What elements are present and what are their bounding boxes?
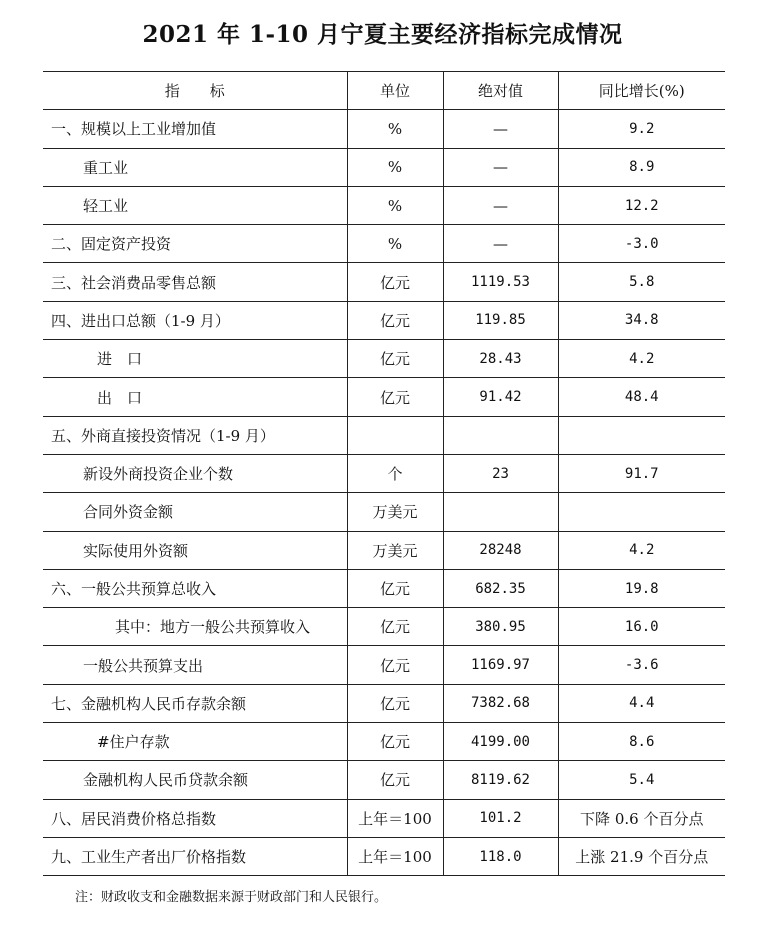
indicator-name-cell: #住户存款 — [43, 723, 347, 761]
yoy-growth-cell: 9.2 — [558, 110, 725, 148]
indicator-name-cell: 五、外商直接投资情况（1-9 月） — [43, 416, 347, 454]
footnote: 注：财政收支和金融数据来源于财政部门和人民银行。 — [75, 890, 388, 905]
yoy-growth-cell: -3.0 — [558, 225, 725, 263]
absolute-value-cell: 118.0 — [443, 837, 558, 875]
yoy-growth-cell: 上涨 21.9 个百分点 — [558, 837, 725, 875]
table-row — [43, 225, 725, 263]
unit-cell: 亿元 — [347, 723, 443, 761]
unit-cell: % — [347, 225, 443, 263]
unit-cell: 上年＝100 — [347, 799, 443, 837]
unit-cell: 亿元 — [347, 340, 443, 378]
yoy-growth-cell: 8.9 — [558, 148, 725, 186]
indicator-name-cell: 一般公共预算支出 — [43, 646, 347, 684]
absolute-value-cell: — — [443, 225, 558, 263]
indicator-name-cell: 重工业 — [43, 148, 347, 186]
absolute-value-cell: 1119.53 — [443, 263, 558, 301]
table-row — [43, 723, 725, 761]
unit-cell: % — [347, 186, 443, 224]
table-row — [43, 301, 725, 339]
table-row — [43, 493, 725, 531]
unit-cell: 亿元 — [347, 569, 443, 607]
yoy-growth-cell: -3.6 — [558, 646, 725, 684]
yoy-growth-cell: 4.2 — [558, 340, 725, 378]
yoy-growth-cell: 5.8 — [558, 263, 725, 301]
table-row — [43, 378, 725, 416]
indicator-name-cell: 九、工业生产者出厂价格指数 — [43, 837, 347, 875]
absolute-value-cell: 8119.62 — [443, 761, 558, 799]
indicator-name-cell: 轻工业 — [43, 186, 347, 224]
table-row — [43, 569, 725, 607]
unit-cell: 个 — [347, 454, 443, 492]
table-row — [43, 186, 725, 224]
unit-cell: 亿元 — [347, 263, 443, 301]
unit-cell: 亿元 — [347, 761, 443, 799]
yoy-growth-cell: 4.4 — [558, 684, 725, 722]
unit-cell — [347, 416, 443, 454]
unit-cell: % — [347, 148, 443, 186]
yoy-growth-cell: 4.2 — [558, 531, 725, 569]
table-row — [43, 646, 725, 684]
indicator-table — [43, 71, 725, 876]
indicator-name-cell: 其中：地方一般公共预算收入 — [43, 608, 347, 646]
header-indicator: 指 标 — [43, 72, 347, 110]
table-row — [43, 340, 725, 378]
table-row — [43, 454, 725, 492]
unit-cell: % — [347, 110, 443, 148]
absolute-value-cell: 28.43 — [443, 340, 558, 378]
table-row — [43, 110, 725, 148]
yoy-growth-cell — [558, 493, 725, 531]
indicator-name-cell: 六、一般公共预算总收入 — [43, 569, 347, 607]
absolute-value-cell: 119.85 — [443, 301, 558, 339]
indicator-name-cell: 金融机构人民币贷款余额 — [43, 761, 347, 799]
table-body — [43, 110, 725, 876]
table-row — [43, 416, 725, 454]
indicator-name-cell: 进 口 — [43, 340, 347, 378]
table-header — [43, 72, 725, 110]
absolute-value-cell: — — [443, 110, 558, 148]
yoy-growth-cell: 48.4 — [558, 378, 725, 416]
absolute-value-cell: 28248 — [443, 531, 558, 569]
absolute-value-cell — [443, 416, 558, 454]
absolute-value-cell: 4199.00 — [443, 723, 558, 761]
unit-cell: 万美元 — [347, 531, 443, 569]
indicator-name-cell: 七、金融机构人民币存款余额 — [43, 684, 347, 722]
unit-cell: 万美元 — [347, 493, 443, 531]
absolute-value-cell: 380.95 — [443, 608, 558, 646]
unit-cell: 亿元 — [347, 684, 443, 722]
absolute-value-cell: 101.2 — [443, 799, 558, 837]
indicator-name-cell: 一、规模以上工业增加值 — [43, 110, 347, 148]
absolute-value-cell: — — [443, 148, 558, 186]
absolute-value-cell: 682.35 — [443, 569, 558, 607]
indicator-name-cell: 四、进出口总额（1-9 月） — [43, 301, 347, 339]
indicator-name-cell: 三、社会消费品零售总额 — [43, 263, 347, 301]
table-row — [43, 799, 725, 837]
absolute-value-cell: — — [443, 186, 558, 224]
unit-cell: 亿元 — [347, 646, 443, 684]
table-row — [43, 837, 725, 875]
table-row — [43, 608, 725, 646]
unit-cell: 亿元 — [347, 301, 443, 339]
table-row — [43, 761, 725, 799]
unit-cell: 亿元 — [347, 378, 443, 416]
table-row — [43, 531, 725, 569]
unit-cell: 上年＝100 — [347, 837, 443, 875]
table-row — [43, 148, 725, 186]
indicator-name-cell: 合同外资金额 — [43, 493, 347, 531]
header-yoy-growth: 同比增长(%) — [558, 72, 725, 110]
yoy-growth-cell — [558, 416, 725, 454]
yoy-growth-cell: 5.4 — [558, 761, 725, 799]
table-row — [43, 684, 725, 722]
yoy-growth-cell: 19.8 — [558, 569, 725, 607]
header-unit: 单位 — [347, 72, 443, 110]
yoy-growth-cell: 8.6 — [558, 723, 725, 761]
absolute-value-cell: 1169.97 — [443, 646, 558, 684]
yoy-growth-cell: 34.8 — [558, 301, 725, 339]
unit-cell: 亿元 — [347, 608, 443, 646]
header-absolute-value: 绝对值 — [443, 72, 558, 110]
absolute-value-cell: 91.42 — [443, 378, 558, 416]
absolute-value-cell: 7382.68 — [443, 684, 558, 722]
absolute-value-cell — [443, 493, 558, 531]
indicator-name-cell: 新设外商投资企业个数 — [43, 454, 347, 492]
indicator-name-cell: 实际使用外资额 — [43, 531, 347, 569]
yoy-growth-cell: 16.0 — [558, 608, 725, 646]
yoy-growth-cell: 下降 0.6 个百分点 — [558, 799, 725, 837]
header-row — [43, 72, 725, 110]
yoy-growth-cell: 12.2 — [558, 186, 725, 224]
indicator-name-cell: 二、固定资产投资 — [43, 225, 347, 263]
absolute-value-cell: 23 — [443, 454, 558, 492]
indicator-name-cell: 八、居民消费价格总指数 — [43, 799, 347, 837]
page-title: 2021 年 1-10 月宁夏主要经济指标完成情况 — [142, 21, 623, 48]
table-row — [43, 263, 725, 301]
yoy-growth-cell: 91.7 — [558, 454, 725, 492]
indicator-name-cell: 出 口 — [43, 378, 347, 416]
